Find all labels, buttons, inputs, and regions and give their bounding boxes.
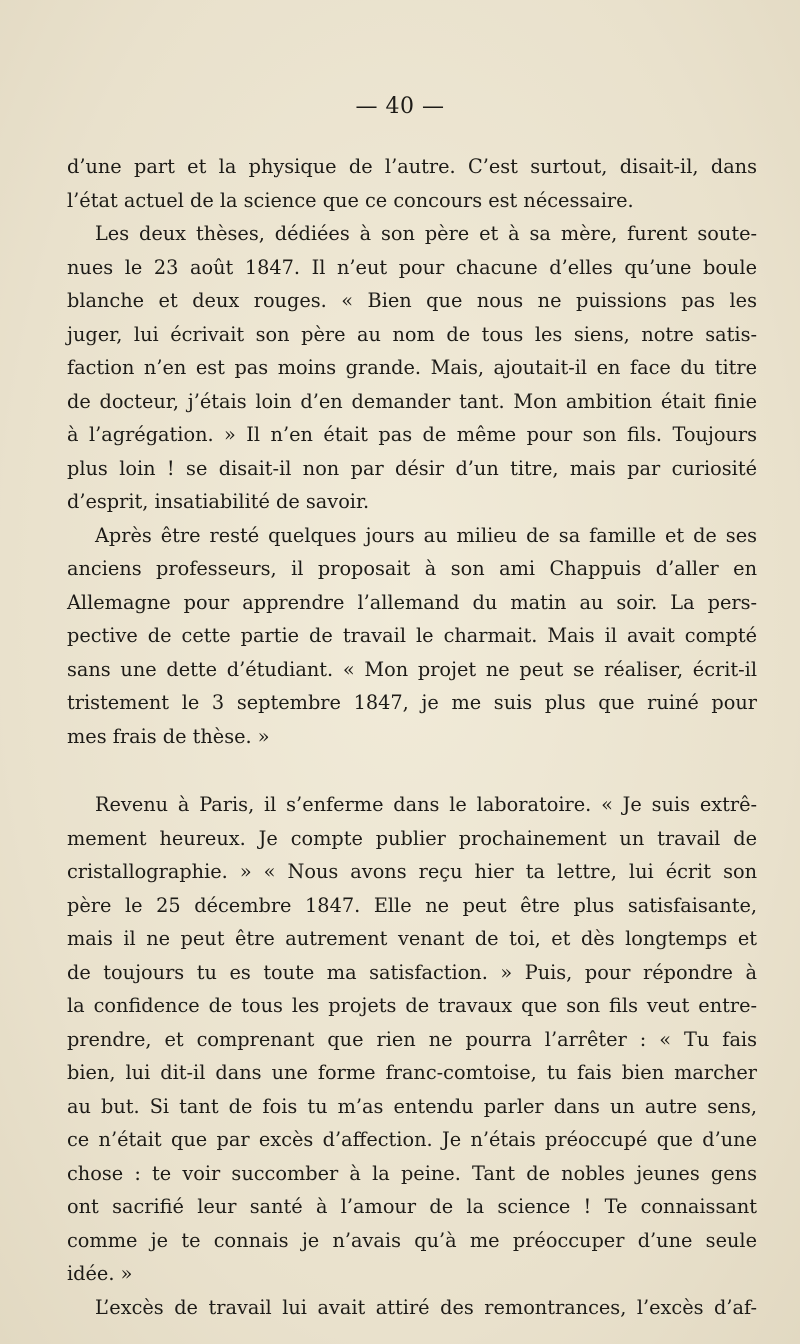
paragraph-4 (67, 788, 757, 1291)
text-line: mais il ne peut être autrement venant de toi, et dès longtemps et (67, 927, 757, 950)
text-line: tristement le 3 septembre 1847, je me suis plus que ruiné pour (67, 691, 757, 714)
text-line: la confidence de tous les projets de travaux que son fils veut entre- (67, 994, 757, 1017)
text-line: plus loin ! se disait-il non par désir d’un titre, mais par curiosité (67, 456, 757, 480)
text-line: l’état actuel de la science que ce concours est nécessaire. (67, 188, 634, 212)
text-line: de docteur, j’étais loin d’en demander tant. Mon ambition était finie (67, 389, 757, 413)
text-line: idée. » (67, 1262, 133, 1285)
text-line: faction n’en est pas moins grande. Mais, ajoutait-il en face du titre (67, 356, 757, 379)
text-line: bien, lui dit-il dans une forme franc-comtoise, tu fais bien marcher (67, 1061, 757, 1084)
text-line: Allemagne pour apprendre l’allemand du matin au soir. La pers- (67, 590, 757, 614)
text-line: Après être resté quelques jours au milieu de sa famille et de ses (95, 523, 757, 547)
text-line: de toujours tu es toute ma satisfaction. » Puis, pour répondre à (67, 960, 757, 984)
paragraph-gap (67, 753, 757, 788)
text-line: juger, lui écrivait son père au nom de tous les siens, notre satis- (67, 322, 757, 346)
text-line: au but. Si tant de fois tu m’as entendu parler dans un autre sens, (67, 1094, 757, 1118)
text-line: nues le 23 août 1847. Il n’eut pour chacune d’elles qu’une boule (67, 255, 757, 279)
text-line: père le 25 décembre 1847. Elle ne peut être plus satisfaisante, (67, 893, 757, 917)
text-line: d’esprit, insatiabilité de savoir. (67, 490, 370, 513)
text-line: sans une dette d’étudiant. « Mon projet ne peut se réaliser, écrit-il (67, 657, 757, 681)
text-line: chose : te voir succomber à la peine. Tant de nobles jeunes gens (67, 1161, 757, 1185)
text-line: mes frais de thèse. » (67, 724, 270, 748)
text-line: cristallographie. » « Nous avons reçu hier ta lettre, lui écrit son (67, 860, 757, 883)
page-number: — 40 — (355, 94, 445, 119)
text-line: anciens professeurs, il proposait à son ami Chappuis d’aller en (67, 557, 757, 580)
text-line: ce n’était que par excès d’affection. Je n’étais préoccupé que d’une (67, 1128, 757, 1151)
text-line: Revenu à Paris, il s’enferme dans le laboratoire. « Je suis extrê- (95, 793, 757, 816)
text-line: d’une part et la physique de l’autre. C’est surtout, disait-il, dans (67, 155, 757, 178)
text-line: pective de cette partie de travail le charmait. Mais il avait compté (67, 624, 757, 647)
paragraph-1 (67, 150, 757, 217)
text-line: à l’agrégation. » Il n’en était pas de même pour son fils. Toujours (67, 423, 757, 446)
text-line: L’excès de travail lui avait attiré des remontrances, l’excès d’af- (95, 1295, 757, 1319)
body-text (67, 150, 757, 1324)
text-line: mement heureux. Je compte publier prochainement un travail de (67, 826, 757, 850)
paragraph-5 (67, 1291, 757, 1325)
paragraph-3 (67, 519, 757, 754)
paragraph-2 (67, 217, 757, 519)
text-line: prendre, et comprenant que rien ne pourra l’arrêter : « Tu fais (67, 1027, 757, 1051)
text-line: blanche et deux rouges. « Bien que nous ne puissions pas les (67, 289, 757, 312)
text-line: Les deux thèses, dédiées à son père et à sa mère, furent soute- (95, 222, 757, 245)
text-line: ont sacrifié leur santé à l’amour de la science ! Te connaissant (67, 1195, 757, 1218)
text-line: comme je te connais je n’avais qu’à me préoccuper d’une seule (67, 1228, 757, 1252)
